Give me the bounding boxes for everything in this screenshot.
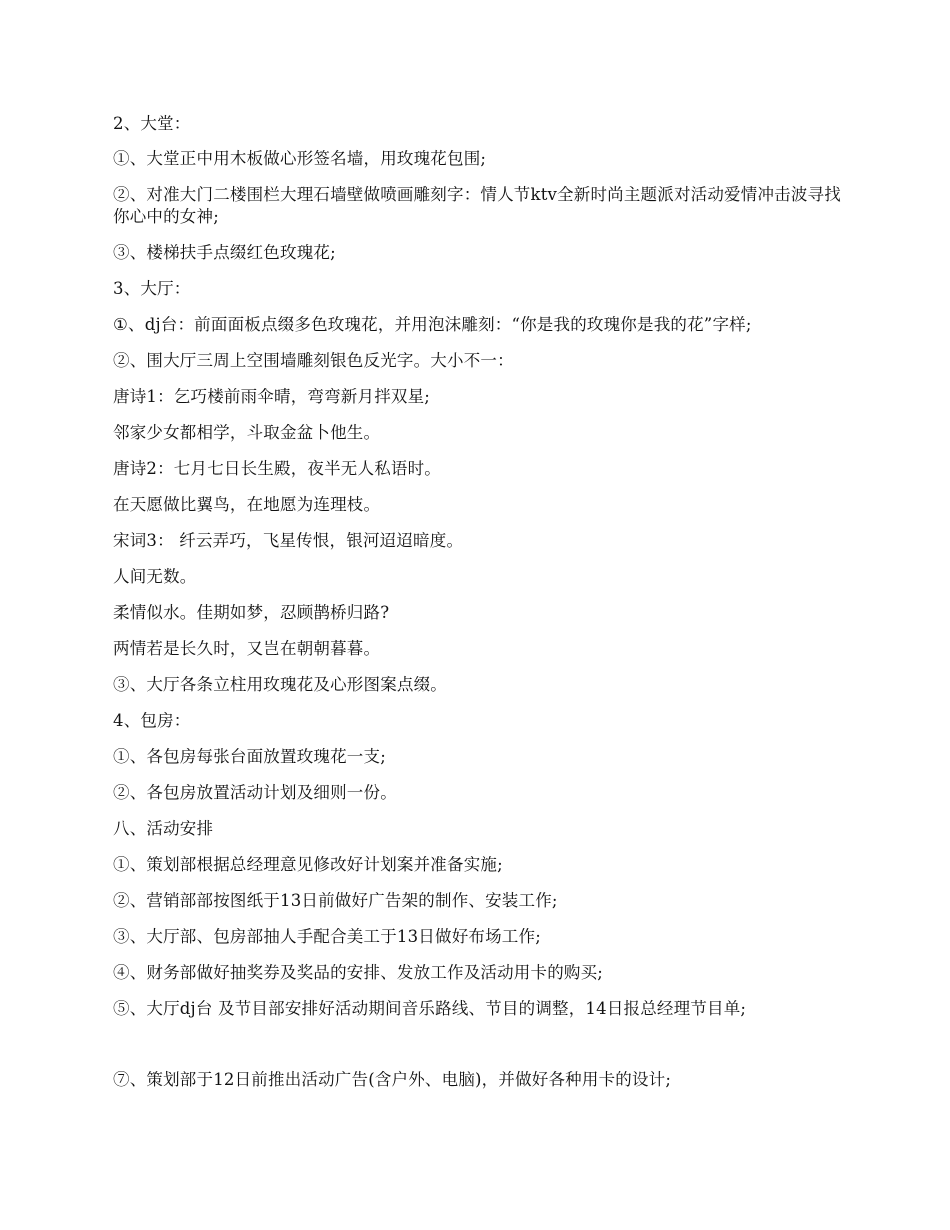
poem-line: 邻家少女都相学，斗取金盆卜他生。 <box>113 423 381 442</box>
paragraph: ④、财务部做好抽奖券及奖品的安排、发放工作及活动用卡的购买; <box>113 963 604 982</box>
paragraph: ②、围大厅三周上空围墙雕刻银色反光字。大小不一： <box>113 351 514 370</box>
paragraph: ①、大堂正中用木板做心形签名墙，用玫瑰花包围; <box>113 149 487 168</box>
paragraph: ⑤、大厅dj台 及节目部安排好活动期间音乐路线、节目的调整，14日报总经理节目单; <box>113 999 747 1018</box>
paragraph: ⑦、策划部于12日前推出活动广告(含户外、电脑)，并做好各种用卡的设计; <box>113 1070 672 1089</box>
poem-line: 唐诗1：乞巧楼前雨伞晴，弯弯新月拌双星; <box>113 387 431 406</box>
poem-line: 柔情似水。佳期如梦，忍顾鹊桥归路? <box>113 603 390 622</box>
poem-line: 在天愿做比翼鸟，在地愿为连理枝。 <box>113 495 381 514</box>
section-heading-lobby: 2、大堂： <box>113 114 191 133</box>
paragraph: ①、dj台：前面面板点缀多色玫瑰花，并用泡沫雕刻：“你是我的玫瑰你是我的花”字样; <box>113 315 752 334</box>
section-heading-arrangements: 八、活动安排 <box>113 819 214 838</box>
paragraph: ③、楼梯扶手点缀红色玫瑰花; <box>113 243 336 262</box>
paragraph: ①、策划部根据总经理意见修改好计划案并准备实施; <box>113 855 503 874</box>
poem-line: 宋词3： 纤云弄巧，飞星传恨，银河迢迢暗度。 <box>113 531 464 550</box>
paragraph: ②、营销部部按图纸于13日前做好广告架的制作、安装工作; <box>113 891 558 910</box>
section-heading-hall: 3、大厅： <box>113 279 191 298</box>
poem-line: 两情若是长久时，又岂在朝朝暮暮。 <box>113 639 381 658</box>
paragraph: ②、对准大门二楼围栏大理石墙壁做喷画雕刻字：情人节ktv全新时尚主题派对活动爱情冲击波寻找你心中的女神; <box>113 185 841 226</box>
paragraph: ①、各包房每张台面放置玫瑰花一支; <box>113 747 386 766</box>
paragraph: ②、各包房放置活动计划及细则一份。 <box>113 783 397 802</box>
poem-line: 唐诗2：七月七日长生殿，夜半无人私语时。 <box>113 459 441 478</box>
paragraph: ③、大厅部、包房部抽人手配合美工于13日做好布场工作; <box>113 927 541 946</box>
paragraph: ③、大厅各条立柱用玫瑰花及心形图案点缀。 <box>113 675 447 694</box>
section-heading-rooms: 4、包房： <box>113 711 191 730</box>
poem-line: 人间无数。 <box>113 567 197 586</box>
